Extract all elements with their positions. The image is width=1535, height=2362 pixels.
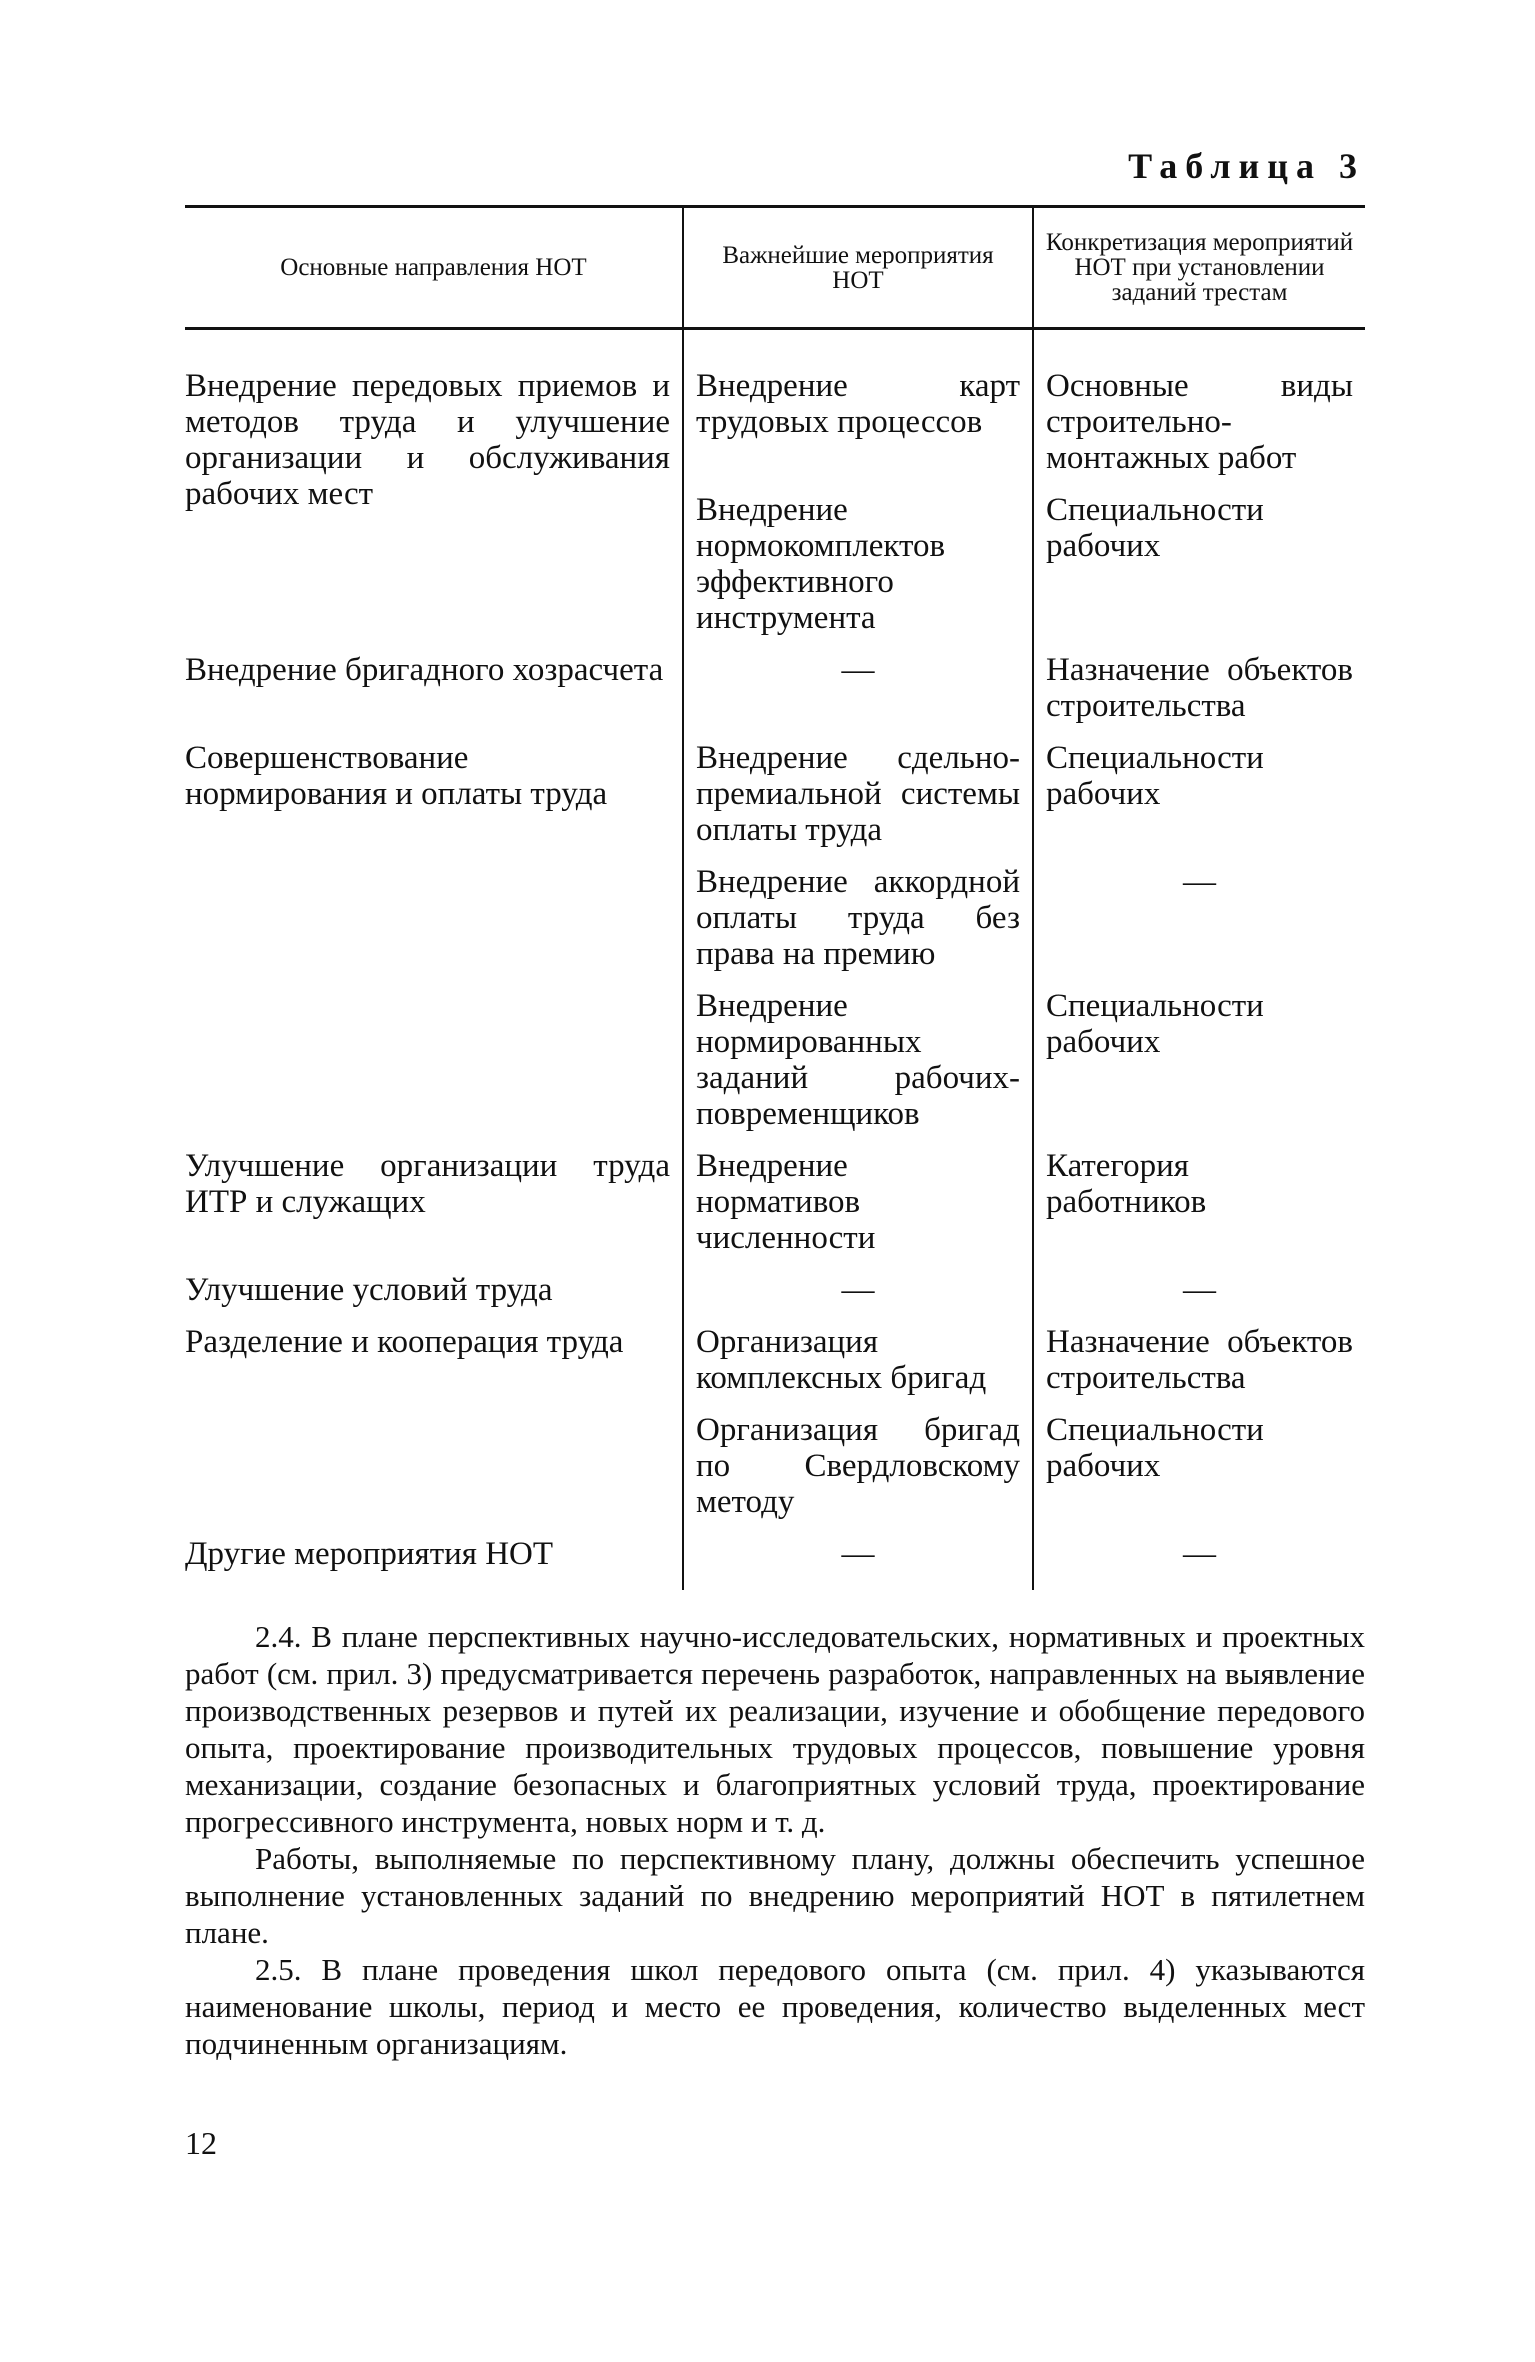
table-header-row [185,207,1365,329]
measure-cell: Внедрение нормативов численности [683,1142,1033,1266]
paragraph: 2.5. В плане проведения школ передового опыта (см. прил. 4) указываются наименование школы, период и место ее проведения, количество выделенных мест подчиненным организациям. [185,1952,1365,2061]
measure-cell: Внедрение аккордной оплаты труда без права на премию [683,858,1033,982]
measure-cell: Внедрение нормокомплектов эффективного инструмента [683,486,1033,646]
detail-cell: Специальности рабочих [1033,486,1365,646]
column-header-measures: Важнейшие мероприятия НОТ [683,207,1033,329]
measure-cell: — [683,1266,1033,1318]
measure-cell: — [683,646,1033,734]
detail-cell: — [1033,1530,1365,1590]
detail-cell: Специальности рабочих [1033,734,1365,858]
direction-cell: Другие мероприятия НОТ [185,1536,554,1572]
direction-cell: Улучшение организации труда ИТР и служащих [185,1148,670,1220]
paragraph: 2.4. В плане перспективных научно-исследовательских, нормативных и проектных работ (см. прил. 3) предусматривается перечень разработок, направленных на выявление производственных резервов и путей их реализации, изучение и обобщение передового опыта, проектирование производительных трудовых процессов, повышение уровня механизации, создание безопасных и благоприятных условий труда, проектирование прогрессивного инструмента, новых норм и т. д. [185,1619,1365,1839]
page-content [185,145,1365,2062]
table-row [185,1266,1365,1318]
measure-cell: Внедрение карт трудовых процессов [683,329,1033,487]
table-row [185,646,1365,734]
detail-cell: Назначение объектов строительства [1033,1318,1365,1406]
measure-cell: Внедрение сдельно-премиальной системы оплаты труда [683,734,1033,858]
table-row [185,1530,1365,1590]
table-row [185,1318,1365,1406]
table-row [185,1142,1365,1266]
direction-cell: Разделение и кооперация труда [185,1324,624,1360]
detail-cell: Специальности рабочих [1033,1406,1365,1530]
direction-cell: Совершенствование нормирования и оплаты труда [185,740,608,812]
measure-cell: Организация бригад по Свердловскому методу [683,1406,1033,1530]
table-row [185,329,1365,487]
direction-cell: Улучшение условий труда [185,1272,553,1308]
page-number: 12 [185,2125,217,2161]
detail-cell: Основные виды строительно-монтажных работ [1033,329,1365,487]
measure-cell: — [683,1530,1033,1590]
table-label: Таблица 3 [1128,146,1365,186]
direction-cell: Внедрение бригадного хозрасчета [185,652,664,688]
detail-cell: — [1033,1266,1365,1318]
column-header-details: Конкретизация мероприятий НОТ при установлении заданий трестам [1033,207,1365,329]
body-text [185,1618,1365,2062]
direction-cell: Внедрение передовых приемов и методов труда и улучшение организации и обслуживания рабочих мест [185,368,670,512]
table-body [185,329,1365,1591]
detail-cell: Специальности рабочих [1033,982,1365,1142]
measure-cell: Организация комплексных бригад [683,1318,1033,1406]
measure-cell: Внедрение нормированных заданий рабочих-повременщиков [683,982,1033,1142]
table-row [185,734,1365,858]
measures-table [185,205,1365,1590]
detail-cell: — [1033,858,1365,982]
column-header-directions: Основные направления НОТ [280,254,587,281]
detail-cell: Назначение объектов строительства [1033,646,1365,734]
detail-cell: Категория работников [1033,1142,1365,1266]
paragraph: Работы, выполняемые по перспективному плану, должны обеспечить успешное выполнение установленных заданий по внедрению мероприятий НОТ в пятилетнем плане. [185,1841,1365,1950]
